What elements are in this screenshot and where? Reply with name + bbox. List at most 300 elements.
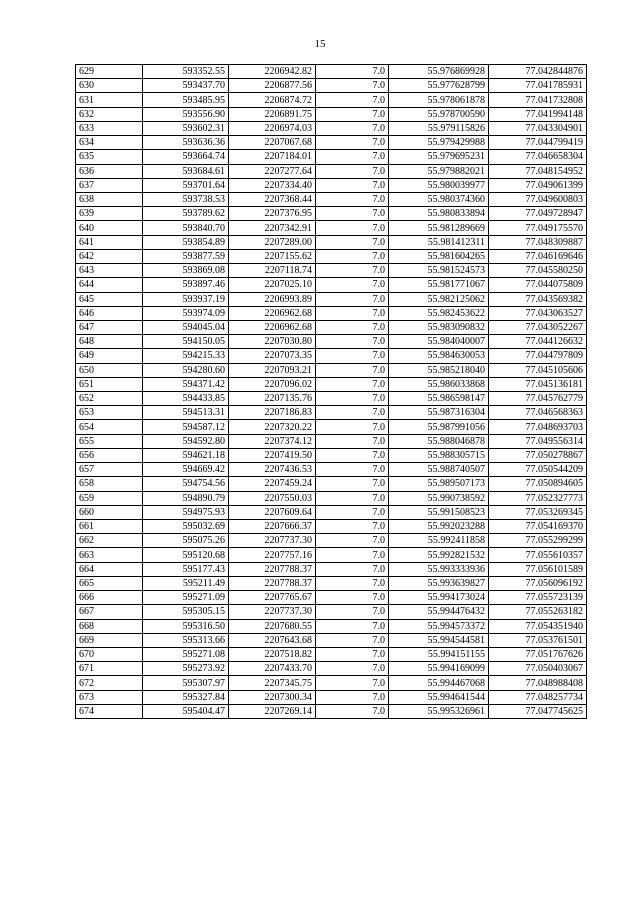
y-coordinate-cell: 2207067.68 [229,136,316,150]
latitude-cell: 55.984040007 [389,335,489,349]
page-number: 15 [314,38,326,50]
longitude-cell: 77.050403067 [489,662,587,676]
x-coordinate-cell: 594754.56 [143,477,229,491]
coordinates-table [75,64,587,719]
latitude-cell: 55.994467068 [389,676,489,690]
point-number-cell: 641 [76,235,143,249]
y-coordinate-cell: 2207788.37 [229,562,316,576]
table-row [76,192,587,206]
accuracy-cell: 7.0 [316,392,389,406]
accuracy-cell: 7.0 [316,477,389,491]
longitude-cell: 77.045136181 [489,377,587,391]
y-coordinate-cell: 2207737.30 [229,605,316,619]
x-coordinate-cell: 595327.84 [143,690,229,704]
longitude-cell: 77.054351940 [489,619,587,633]
y-coordinate-cell: 2207320.22 [229,420,316,434]
longitude-cell: 77.047745625 [489,704,587,718]
table-row [76,420,587,434]
point-number-cell: 655 [76,434,143,448]
point-number-cell: 629 [76,65,143,79]
point-number-cell: 652 [76,392,143,406]
accuracy-cell: 7.0 [316,249,389,263]
table-row [76,235,587,249]
x-coordinate-cell: 594215.33 [143,349,229,363]
y-coordinate-cell: 2206877.56 [229,79,316,93]
y-coordinate-cell: 2207277.64 [229,164,316,178]
x-coordinate-cell: 594371.42 [143,377,229,391]
table-row [76,249,587,263]
latitude-cell: 55.980833894 [389,207,489,221]
y-coordinate-cell: 2207436.53 [229,463,316,477]
table-row [76,377,587,391]
accuracy-cell: 7.0 [316,150,389,164]
latitude-cell: 55.979115826 [389,121,489,135]
accuracy-cell: 7.0 [316,534,389,548]
x-coordinate-cell: 595273.92 [143,662,229,676]
table-row [76,306,587,320]
longitude-cell: 77.055723139 [489,591,587,605]
latitude-cell: 55.981604265 [389,249,489,263]
latitude-cell: 55.990738592 [389,491,489,505]
latitude-cell: 55.981524573 [389,264,489,278]
longitude-cell: 77.055610357 [489,548,587,562]
point-number-cell: 660 [76,505,143,519]
accuracy-cell: 7.0 [316,136,389,150]
latitude-cell: 55.982125062 [389,292,489,306]
longitude-cell: 77.043063527 [489,306,587,320]
y-coordinate-cell: 2207737.30 [229,534,316,548]
x-coordinate-cell: 595032.69 [143,520,229,534]
x-coordinate-cell: 595404.47 [143,704,229,718]
longitude-cell: 77.050278867 [489,448,587,462]
point-number-cell: 674 [76,704,143,718]
latitude-cell: 55.994151155 [389,647,489,661]
accuracy-cell: 7.0 [316,264,389,278]
table-row [76,619,587,633]
accuracy-cell: 7.0 [316,505,389,519]
y-coordinate-cell: 2207030.80 [229,335,316,349]
x-coordinate-cell: 594587.12 [143,420,229,434]
x-coordinate-cell: 594150.05 [143,335,229,349]
x-coordinate-cell: 594669.42 [143,463,229,477]
x-coordinate-cell: 593437.70 [143,79,229,93]
y-coordinate-cell: 2207765.67 [229,591,316,605]
longitude-cell: 77.045762779 [489,392,587,406]
accuracy-cell: 7.0 [316,676,389,690]
y-coordinate-cell: 2207376.95 [229,207,316,221]
accuracy-cell: 7.0 [316,349,389,363]
latitude-cell: 55.994544581 [389,633,489,647]
longitude-cell: 77.056096192 [489,576,587,590]
y-coordinate-cell: 2206974.03 [229,121,316,135]
x-coordinate-cell: 593789.62 [143,207,229,221]
accuracy-cell: 7.0 [316,192,389,206]
longitude-cell: 77.048309887 [489,235,587,249]
point-number-cell: 656 [76,448,143,462]
latitude-cell: 55.978061878 [389,93,489,107]
table-row [76,178,587,192]
table-row [76,491,587,505]
point-number-cell: 647 [76,320,143,334]
y-coordinate-cell: 2207025.10 [229,278,316,292]
accuracy-cell: 7.0 [316,221,389,235]
x-coordinate-cell: 594592.80 [143,434,229,448]
y-coordinate-cell: 2207666.37 [229,520,316,534]
y-coordinate-cell: 2207269.14 [229,704,316,718]
y-coordinate-cell: 2207788.37 [229,576,316,590]
accuracy-cell: 7.0 [316,406,389,420]
accuracy-cell: 7.0 [316,93,389,107]
longitude-cell: 77.048154952 [489,164,587,178]
accuracy-cell: 7.0 [316,605,389,619]
x-coordinate-cell: 593684.61 [143,164,229,178]
point-number-cell: 646 [76,306,143,320]
point-number-cell: 630 [76,79,143,93]
y-coordinate-cell: 2207135.76 [229,392,316,406]
table-row [76,278,587,292]
longitude-cell: 77.043052267 [489,320,587,334]
x-coordinate-cell: 593974.09 [143,306,229,320]
table-row [76,704,587,718]
table-row [76,121,587,135]
longitude-cell: 77.048693703 [489,420,587,434]
accuracy-cell: 7.0 [316,633,389,647]
latitude-cell: 55.994641544 [389,690,489,704]
point-number-cell: 636 [76,164,143,178]
accuracy-cell: 7.0 [316,434,389,448]
y-coordinate-cell: 2207609.64 [229,505,316,519]
point-number-cell: 667 [76,605,143,619]
y-coordinate-cell: 2207374.12 [229,434,316,448]
longitude-cell: 77.046169646 [489,249,587,263]
table-row [76,136,587,150]
point-number-cell: 648 [76,335,143,349]
point-number-cell: 650 [76,363,143,377]
x-coordinate-cell: 593854.89 [143,235,229,249]
y-coordinate-cell: 2207300.34 [229,690,316,704]
table-row [76,562,587,576]
y-coordinate-cell: 2207155.62 [229,249,316,263]
longitude-cell: 77.043304901 [489,121,587,135]
latitude-cell: 55.988046878 [389,434,489,448]
point-number-cell: 637 [76,178,143,192]
y-coordinate-cell: 2207368.44 [229,192,316,206]
latitude-cell: 55.992821532 [389,548,489,562]
latitude-cell: 55.979882021 [389,164,489,178]
latitude-cell: 55.976869928 [389,65,489,79]
x-coordinate-cell: 594621.18 [143,448,229,462]
latitude-cell: 55.995326961 [389,704,489,718]
x-coordinate-cell: 594280.60 [143,363,229,377]
x-coordinate-cell: 594890.79 [143,491,229,505]
y-coordinate-cell: 2207334.40 [229,178,316,192]
y-coordinate-cell: 2206962.68 [229,320,316,334]
table-row [76,93,587,107]
y-coordinate-cell: 2207184.01 [229,150,316,164]
x-coordinate-cell: 595313.66 [143,633,229,647]
point-number-cell: 659 [76,491,143,505]
point-number-cell: 673 [76,690,143,704]
x-coordinate-cell: 593869.08 [143,264,229,278]
point-number-cell: 665 [76,576,143,590]
point-number-cell: 663 [76,548,143,562]
table-row [76,392,587,406]
x-coordinate-cell: 594433.85 [143,392,229,406]
x-coordinate-cell: 593485.95 [143,93,229,107]
longitude-cell: 77.051767626 [489,647,587,661]
latitude-cell: 55.988305715 [389,448,489,462]
y-coordinate-cell: 2207433.70 [229,662,316,676]
accuracy-cell: 7.0 [316,662,389,676]
x-coordinate-cell: 595271.09 [143,591,229,605]
table-row [76,150,587,164]
longitude-cell: 77.048257734 [489,690,587,704]
y-coordinate-cell: 2207757.16 [229,548,316,562]
x-coordinate-cell: 593664.74 [143,150,229,164]
longitude-cell: 77.053761501 [489,633,587,647]
table-row [76,434,587,448]
longitude-cell: 77.041785931 [489,79,587,93]
x-coordinate-cell: 594975.93 [143,505,229,519]
accuracy-cell: 7.0 [316,235,389,249]
point-number-cell: 669 [76,633,143,647]
latitude-cell: 55.988740507 [389,463,489,477]
point-number-cell: 631 [76,93,143,107]
point-number-cell: 657 [76,463,143,477]
latitude-cell: 55.986598147 [389,392,489,406]
table-row [76,264,587,278]
y-coordinate-cell: 2207073.35 [229,349,316,363]
table-row [76,576,587,590]
accuracy-cell: 7.0 [316,377,389,391]
latitude-cell: 55.982453622 [389,306,489,320]
x-coordinate-cell: 593701.64 [143,178,229,192]
longitude-cell: 77.055299299 [489,534,587,548]
longitude-cell: 77.050894605 [489,477,587,491]
accuracy-cell: 7.0 [316,448,389,462]
y-coordinate-cell: 2207345.75 [229,676,316,690]
accuracy-cell: 7.0 [316,591,389,605]
longitude-cell: 77.049175570 [489,221,587,235]
x-coordinate-cell: 595075.26 [143,534,229,548]
y-coordinate-cell: 2207289.00 [229,235,316,249]
table-row [76,406,587,420]
longitude-cell: 77.045105606 [489,363,587,377]
point-number-cell: 671 [76,662,143,676]
longitude-cell: 77.050544209 [489,463,587,477]
accuracy-cell: 7.0 [316,548,389,562]
x-coordinate-cell: 593556.90 [143,107,229,121]
point-number-cell: 664 [76,562,143,576]
longitude-cell: 77.044799419 [489,136,587,150]
accuracy-cell: 7.0 [316,320,389,334]
accuracy-cell: 7.0 [316,420,389,434]
table-row [76,605,587,619]
x-coordinate-cell: 593877.59 [143,249,229,263]
longitude-cell: 77.044075809 [489,278,587,292]
x-coordinate-cell: 593636.36 [143,136,229,150]
latitude-cell: 55.983090832 [389,320,489,334]
y-coordinate-cell: 2207093.21 [229,363,316,377]
accuracy-cell: 7.0 [316,107,389,121]
table-row [76,647,587,661]
table-row [76,363,587,377]
point-number-cell: 633 [76,121,143,135]
y-coordinate-cell: 2207096.02 [229,377,316,391]
table-row [76,221,587,235]
accuracy-cell: 7.0 [316,619,389,633]
longitude-cell: 77.045580250 [489,264,587,278]
y-coordinate-cell: 2207459.24 [229,477,316,491]
accuracy-cell: 7.0 [316,306,389,320]
x-coordinate-cell: 593897.46 [143,278,229,292]
table-row [76,633,587,647]
latitude-cell: 55.979429988 [389,136,489,150]
latitude-cell: 55.980039977 [389,178,489,192]
table-row [76,520,587,534]
y-coordinate-cell: 2207186.83 [229,406,316,420]
accuracy-cell: 7.0 [316,278,389,292]
y-coordinate-cell: 2207419.50 [229,448,316,462]
longitude-cell: 77.055263182 [489,605,587,619]
longitude-cell: 77.044126632 [489,335,587,349]
table-row [76,477,587,491]
point-number-cell: 654 [76,420,143,434]
latitude-cell: 55.981771067 [389,278,489,292]
latitude-cell: 55.994173024 [389,591,489,605]
accuracy-cell: 7.0 [316,576,389,590]
table-row [76,349,587,363]
table-row [76,690,587,704]
x-coordinate-cell: 593840.70 [143,221,229,235]
longitude-cell: 77.046568363 [489,406,587,420]
longitude-cell: 77.049728947 [489,207,587,221]
point-number-cell: 662 [76,534,143,548]
table-row [76,676,587,690]
latitude-cell: 55.994476432 [389,605,489,619]
point-number-cell: 672 [76,676,143,690]
point-number-cell: 670 [76,647,143,661]
x-coordinate-cell: 594513.31 [143,406,229,420]
accuracy-cell: 7.0 [316,207,389,221]
point-number-cell: 634 [76,136,143,150]
latitude-cell: 55.993333936 [389,562,489,576]
latitude-cell: 55.989507173 [389,477,489,491]
longitude-cell: 77.041994148 [489,107,587,121]
table-row [76,79,587,93]
latitude-cell: 55.992023288 [389,520,489,534]
accuracy-cell: 7.0 [316,647,389,661]
point-number-cell: 643 [76,264,143,278]
y-coordinate-cell: 2207643.68 [229,633,316,647]
point-number-cell: 644 [76,278,143,292]
accuracy-cell: 7.0 [316,65,389,79]
latitude-cell: 55.987316304 [389,406,489,420]
latitude-cell: 55.980374360 [389,192,489,206]
point-number-cell: 661 [76,520,143,534]
x-coordinate-cell: 595271.08 [143,647,229,661]
point-number-cell: 651 [76,377,143,391]
longitude-cell: 77.041732808 [489,93,587,107]
point-number-cell: 653 [76,406,143,420]
longitude-cell: 77.056101589 [489,562,587,576]
accuracy-cell: 7.0 [316,79,389,93]
coordinates-table-body [76,65,587,719]
table-row [76,335,587,349]
y-coordinate-cell: 2207518.82 [229,647,316,661]
latitude-cell: 55.991508523 [389,505,489,519]
longitude-cell: 77.049556314 [489,434,587,448]
latitude-cell: 55.992411858 [389,534,489,548]
latitude-cell: 55.993639827 [389,576,489,590]
y-coordinate-cell: 2206962.68 [229,306,316,320]
table-row [76,548,587,562]
x-coordinate-cell: 595305.15 [143,605,229,619]
y-coordinate-cell: 2206874.72 [229,93,316,107]
x-coordinate-cell: 595307.97 [143,676,229,690]
y-coordinate-cell: 2207550.03 [229,491,316,505]
x-coordinate-cell: 593352.55 [143,65,229,79]
longitude-cell: 77.044797809 [489,349,587,363]
table-row [76,448,587,462]
y-coordinate-cell: 2206891.75 [229,107,316,121]
point-number-cell: 639 [76,207,143,221]
longitude-cell: 77.048988408 [489,676,587,690]
latitude-cell: 55.994573372 [389,619,489,633]
table-row [76,320,587,334]
table-row [76,505,587,519]
table-row [76,292,587,306]
x-coordinate-cell: 595316.50 [143,619,229,633]
point-number-cell: 658 [76,477,143,491]
longitude-cell: 77.053269345 [489,505,587,519]
accuracy-cell: 7.0 [316,164,389,178]
table-row [76,463,587,477]
y-coordinate-cell: 2206942.82 [229,65,316,79]
longitude-cell: 77.043569382 [489,292,587,306]
latitude-cell: 55.985218040 [389,363,489,377]
point-number-cell: 632 [76,107,143,121]
point-number-cell: 642 [76,249,143,263]
latitude-cell: 55.981412311 [389,235,489,249]
longitude-cell: 77.042844876 [489,65,587,79]
point-number-cell: 649 [76,349,143,363]
table-row [76,534,587,548]
longitude-cell: 77.054169370 [489,520,587,534]
latitude-cell: 55.994169099 [389,662,489,676]
table-row [76,65,587,79]
latitude-cell: 55.987991056 [389,420,489,434]
x-coordinate-cell: 593738.53 [143,192,229,206]
accuracy-cell: 7.0 [316,491,389,505]
point-number-cell: 638 [76,192,143,206]
latitude-cell: 55.978700590 [389,107,489,121]
latitude-cell: 55.977628799 [389,79,489,93]
point-number-cell: 668 [76,619,143,633]
longitude-cell: 77.049600803 [489,192,587,206]
table-row [76,107,587,121]
accuracy-cell: 7.0 [316,562,389,576]
x-coordinate-cell: 595120.68 [143,548,229,562]
accuracy-cell: 7.0 [316,292,389,306]
latitude-cell: 55.986033868 [389,377,489,391]
accuracy-cell: 7.0 [316,178,389,192]
y-coordinate-cell: 2207680.55 [229,619,316,633]
accuracy-cell: 7.0 [316,335,389,349]
table-row [76,662,587,676]
table-row [76,591,587,605]
x-coordinate-cell: 595177.43 [143,562,229,576]
